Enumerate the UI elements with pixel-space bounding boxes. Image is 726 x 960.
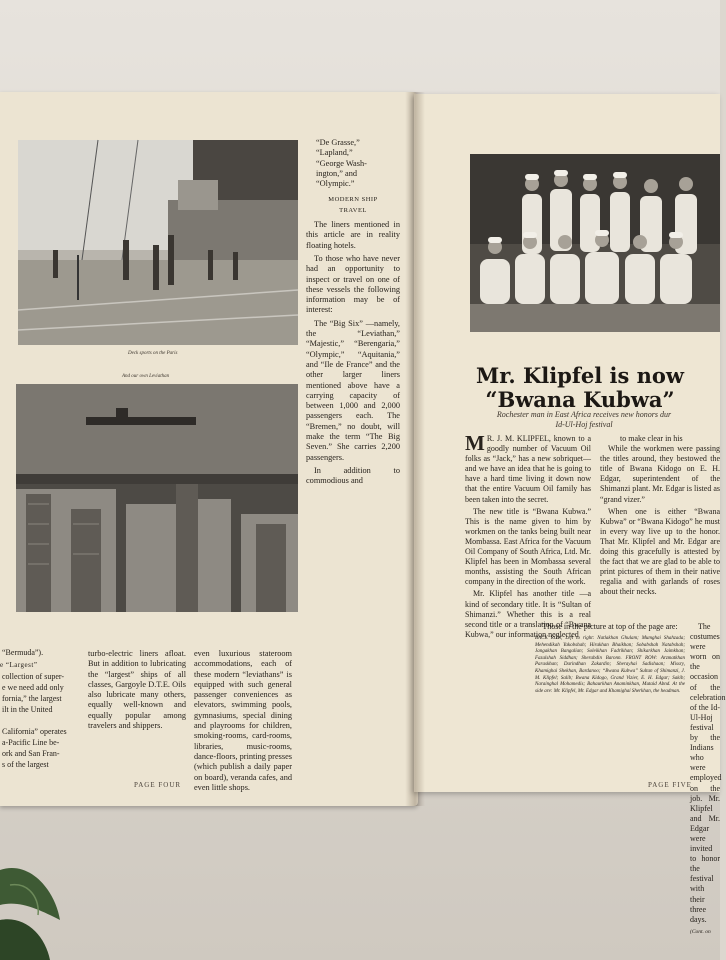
- sidebar-line: “George Wash-: [316, 158, 367, 168]
- roster-title: Those in the picture at top of the page are:: [542, 622, 678, 631]
- leviathan-caption: And our own Leviathan: [122, 374, 170, 379]
- article-paragraph: When one is either “Bwana Kubwa” or “Bwana Kidogo” he must in every way live up to the honor. That Mr. Klipfel and Mr. Edgar are doing this gracefully is attested by the fact that we are glad to be able to print pictures of them in their native regalia and with garlands of roses about their necks.: [600, 506, 720, 597]
- article-text: R. J. M. KLIPFEL, known to a goodly number of Vacuum Oil folks as “Jack,” has a new sobriquet—and we have an idea that he is going to have a hard time living it down now that the entire Vacuum Oil family has been taken into the secret.: [465, 434, 591, 504]
- group-portrait-photo: [470, 154, 720, 332]
- headline-line-1: Mr. Klipfel is now: [475, 363, 685, 388]
- drop-cap: M: [465, 431, 485, 455]
- article-headline: [440, 364, 720, 412]
- leviathan-photo: [16, 384, 298, 612]
- subhead-line-2: Id-Ul-Hoj festival: [555, 420, 613, 429]
- article-paragraph: The costumes were worn on the occasion of the celebration of the Id-Ul-Hoj festival by the Indians who were employed on the job. Mr. Klipfel and Mr. Edgar were invited to honor the festival with their three days.: [690, 622, 726, 924]
- modern-ship-subhead: MODERN SHIP: [328, 196, 378, 204]
- column-fragment: s of the largest: [2, 760, 49, 769]
- article-paragraph: [465, 431, 591, 505]
- sidebar-line: “Lapland,”: [316, 148, 353, 158]
- page-five-folio: PAGE FIVE: [648, 781, 692, 789]
- article-column-1: [465, 431, 591, 642]
- travel-subhead: TRAVEL: [339, 206, 367, 214]
- column-fragment: “Bermuda”).: [2, 648, 44, 657]
- sidebar-paragraph: In addition to commodious and: [306, 465, 400, 486]
- subhead-line-1: Rochester man in East Africa receives new honors dur: [496, 410, 672, 419]
- amenities-column: [194, 649, 292, 796]
- headline-line-2: “Bwana Kubwa”: [485, 387, 675, 412]
- column-fragment: ilt in the United: [2, 705, 53, 714]
- article-text: to make clear in his: [620, 434, 683, 443]
- continued-note: (Cont. on: [690, 928, 711, 935]
- column-fragment: California” operates: [2, 727, 67, 736]
- article-column-3: [690, 622, 726, 935]
- article-paragraph: The new title is “Bwana Kubwa.” This is the name given to him by workmen on the tanks being built near Mombassa. East Africa for the Vacuum Oil Company of South Africa, Ltd. Mr. Klipfel has been in Mombassa several months, assisting the South African company in the direction of the work.: [465, 506, 591, 587]
- column-fragment: collection of super-: [2, 672, 65, 681]
- sidebar-paragraph: The “Big Six” —namely, the “Leviathan,” “Majestic,” “Berengaria,” “Olympic,” “Aquitania,” and “Ile de France” and the other larger liners mentioned above have a carrying capacity of between 1,000 and 2,000 passengers each. The “Bremen,” no doubt, will make the term “The Big Seven.” She carries 2,200 passengers.: [306, 318, 400, 462]
- sidebar-line: “De Grasse,”: [316, 138, 360, 147]
- column-paragraph: turbo-electric liners afloat. But in addition to lubricating the “largest” ships of all classes, Gargoyle D.T.E. Oils also lubricate many others, equally well-known and equally popular among travelers and shippers.: [88, 649, 186, 731]
- ship-travel-sidebar: [306, 138, 400, 490]
- article-subhead: [448, 410, 720, 430]
- column-fragment: ork and San Fran-: [2, 749, 60, 758]
- article-column-2: [600, 434, 720, 614]
- plant-leaves: [0, 830, 90, 960]
- sidebar-line: “Olympic.”: [316, 179, 355, 189]
- column-fragment: e “Largest”: [0, 661, 38, 669]
- photo-roster-box: [535, 622, 685, 695]
- column-fragment: e we need add only: [2, 683, 64, 692]
- article-paragraph: While the workmen were passing the titles around, they bestowed the title of Bwana Kidogo on E. H. Edgar, superintendent of the Shimanzi plant. Mr. Edgar is listed as “grand vizer.”: [600, 444, 720, 504]
- gutter-shadow: [405, 92, 425, 806]
- sidebar-line: ington,” and: [316, 168, 358, 178]
- sidebar-paragraph: The liners mentioned in this article are in reality floating hotels.: [306, 220, 400, 250]
- deck-sports-caption: Deck sports on the Paris: [128, 351, 178, 356]
- lubricants-column: [88, 649, 186, 734]
- article-paragraph: Mr. Klipfel has another title —a kind of secondary title. It is “Sultan of Shimanzi.” Whether this is a real second title or a translation of “Bwana Kubwa,” our information neglected: [465, 589, 591, 639]
- deck-sports-photo: [18, 140, 298, 345]
- page-four-folio: PAGE FOUR: [134, 781, 182, 789]
- column-fragment: fornia,” the largest: [2, 694, 62, 703]
- roster-list: BACK ROW, Left to right: Natlakhan Ghulam; Mumghai Shahzada; Mehendikah Yakobshah; Hirakhan Bhaikhan; Sobabshah Natabshah; Jangakhan Bangalian; Soleikhan Fadrikhan; Shikarkhan Jaimkhan; Fazalshah Siddhan; Sherabdin Baronn. FRONT ROW: Arzmatkhan Paraskhan; Darindhan Zakardin; Sherayhai Sadishaan; Missry, Khamighai Shekhan, Bardanoo; “Bwana Kubwa” Sultan of Shimanzi, J. M. Klipfel; Salib; Bwana Kidogo, Grand Vizier, E. H. Edgar; Sakib; Narainghal Mohamedis; Bahaurkhan Anaminkhan, Mutaid Abnd. At the side are: Mr. Klipfel, Mr. Edgar and Khamighai Sherkhan, the headman.: [535, 636, 685, 694]
- column-paragraph: even luxurious stateroom accommodations, each of these modern “leviathans” is equipped with such general passenger conveniences as elevators, swimming pools, gymnasiums, special dining and playrooms for children, smoking-rooms, card-rooms, libraries, music-rooms, dance-floors, printing presses (which publish a daily paper on board), veranda cafes, and even little shops.: [194, 649, 292, 792]
- sidebar-paragraph: To those who have never had an opportunity to inspect or travel on one of these vessels the following information may be of interest:: [306, 253, 400, 315]
- column-fragment: a-Pacific Line be-: [2, 738, 60, 747]
